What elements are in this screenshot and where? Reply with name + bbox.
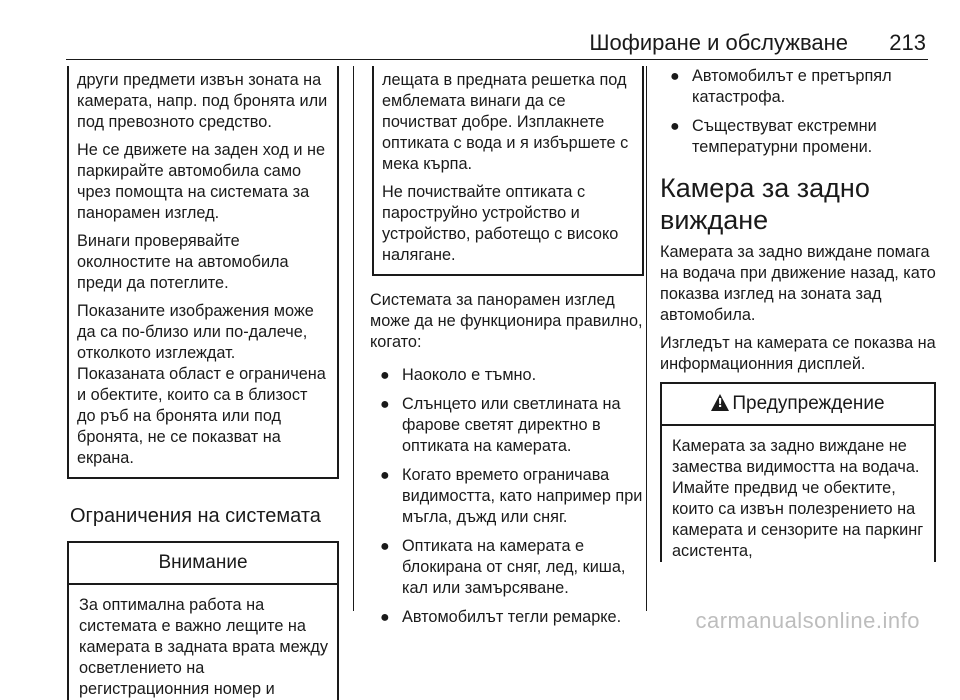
chapter-title: Шофиране и обслужване: [589, 30, 848, 55]
caution-continued-box: [67, 66, 339, 479]
limitations-intro: Системата за панорамен изглед може да не функционира правилно, когато:: [370, 291, 643, 351]
warning-triangle-icon: [711, 394, 729, 411]
body-paragraph: Изгледът на камерата се показва на информационния дисплей.: [660, 334, 936, 373]
header-rule: [66, 59, 928, 60]
list-item: ● Автомобилът тегли ремарке.: [380, 608, 622, 626]
list-item: ● Наоколо е тъмно.: [380, 366, 537, 384]
warning-title: Предупреждение: [732, 393, 885, 414]
notice-paragraph: лещата в предната решетка под емблемата винаги да се почистват добре. Изплакнете оптиката с вода и я избършете с мека кърпа.: [382, 71, 629, 173]
column-3: [660, 66, 945, 562]
watermark: carmanualsonline.info: [695, 608, 920, 633]
caution-paragraph: други предмети извън зоната на камерата, напр. под бронята или под превозното средство.: [77, 71, 328, 131]
column-1: [70, 66, 346, 700]
notice-continued-box: [372, 66, 644, 276]
section-heading-rear-camera: Камера за задно виждане: [660, 173, 870, 235]
bullet-icon: ●: [380, 396, 390, 413]
column-divider-left: [353, 66, 354, 611]
caution-paragraph: Винаги проверявайте околностите на автомобила преди да потеглите.: [77, 232, 289, 292]
list-item: ● Когато времето ограничава видимостта, като например при мъгла, дъжд или сняг.: [380, 466, 643, 526]
notice-paragraph: Не почиствайте оптиката с пароструйно устройство и устройство, работещо с високо налягане.: [382, 183, 619, 264]
notice-box: [67, 541, 339, 700]
body-paragraph: Камерата за задно виждане помага на водача при движение назад, като показва изглед на зоната зад автомобила.: [660, 243, 936, 324]
warning-box: [660, 382, 936, 562]
page-header: [0, 28, 960, 58]
caution-paragraph: Не се движете на заден ход и не паркирайте автомобила само чрез помощта на системата за панорамен изглед.: [77, 141, 326, 222]
limitations-list: [370, 365, 650, 628]
bullet-icon: ●: [380, 467, 390, 484]
page-number: 213: [889, 30, 926, 55]
column-2: [360, 66, 650, 636]
notice-title: Внимание: [69, 543, 337, 585]
caution-paragraph: Показаните изображения може да са по-близо или по-далече, отколкото изглеждат.: [77, 302, 314, 362]
list-item: ● Автомобилът е претърпял катастрофа.: [670, 67, 892, 106]
warning-header: [662, 384, 934, 426]
list-item: ● Оптиката на камерата е блокирана от сняг, лед, киша, кал или замърсяване.: [380, 537, 626, 597]
notice-text: За оптимална работа на системата е важно лещите на камерата в задната врата между осветлението на регистрационния номер и: [79, 596, 328, 698]
bullet-icon: ●: [380, 538, 390, 555]
bullet-icon: ●: [670, 118, 680, 135]
bullet-icon: ●: [670, 68, 680, 85]
bullet-icon: ●: [380, 609, 390, 626]
limitations-list-continued: [660, 66, 945, 158]
caution-paragraph: Показаната област е ограничена и обектите, които са в близост до ръб на бронята или под бронята, не се показват на екрана.: [77, 365, 326, 467]
warning-text: Камерата за задно виждане не замества видимостта на водача. Имайте предвид че обектите, които са извън полезрението на камерата и сензорите на паркинг асистента,: [672, 437, 924, 560]
list-item: ● Слънцето или светлината на фарове светят директно в оптиката на камерата.: [380, 395, 621, 455]
section-heading-limitations: Ограничения на системата: [70, 505, 321, 527]
list-item: ● Съществуват екстремни температурни промени.: [670, 117, 877, 156]
bullet-icon: ●: [380, 367, 390, 384]
